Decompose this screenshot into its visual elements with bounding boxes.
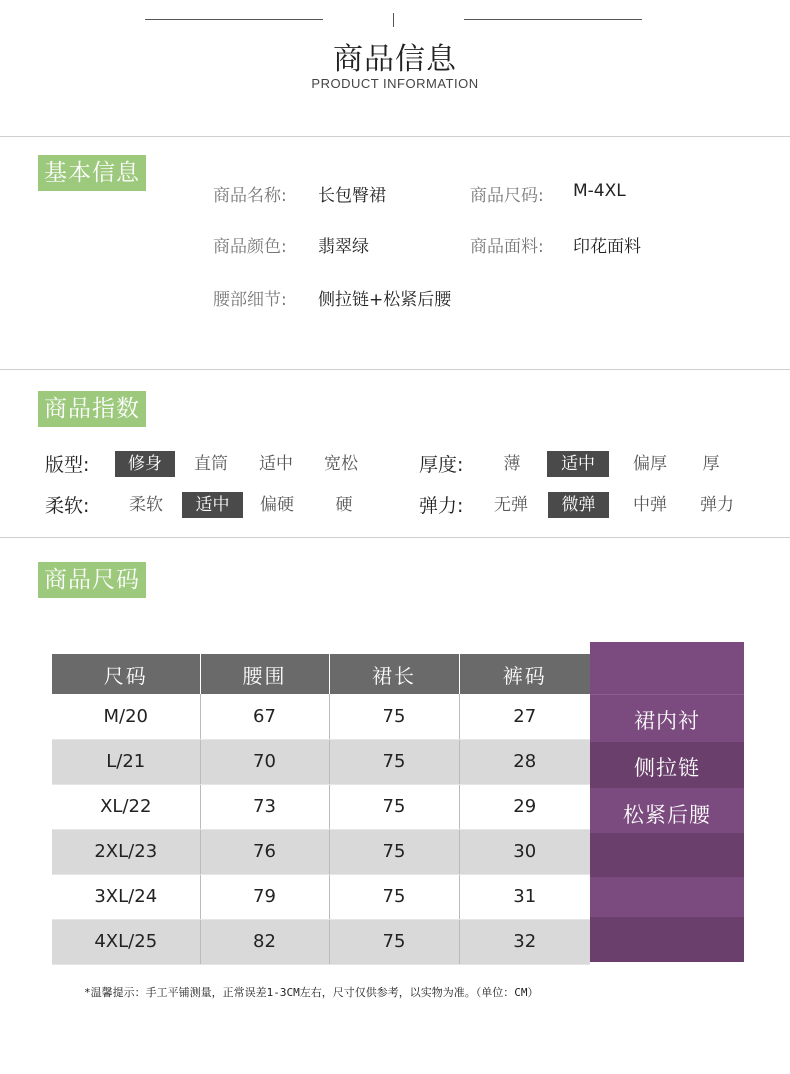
cell-length: 75 [329, 784, 459, 829]
softness-option-medium: 适中 [182, 492, 243, 518]
cell-size: M/20 [52, 694, 200, 739]
purple-band [590, 877, 744, 917]
table-row [52, 784, 590, 829]
cell-size: 3XL/24 [52, 874, 200, 919]
purple-band [590, 833, 744, 877]
fit-option-loose: 宽松 [324, 454, 358, 474]
cell-pants: 30 [459, 829, 590, 874]
elasticity-option-medium: 中弹 [633, 495, 667, 515]
cell-pants: 32 [459, 919, 590, 964]
softness-label: 柔软: [45, 495, 90, 517]
thickness-option-medium: 适中 [547, 451, 609, 477]
cell-pants: 27 [459, 694, 590, 739]
thickness-option-thicker: 偏厚 [633, 454, 667, 474]
cell-waist: 73 [200, 784, 329, 829]
cell-waist: 70 [200, 739, 329, 784]
header-pants-size: 裤码 [459, 654, 590, 694]
size-table [52, 654, 590, 965]
header-size: 尺码 [52, 654, 200, 694]
product-fabric-value: 印花面料 [573, 237, 641, 257]
fit-option-slim: 修身 [115, 451, 175, 477]
header-left-line [145, 19, 323, 20]
purple-band [590, 642, 744, 694]
thickness-option-thick: 厚 [702, 454, 720, 474]
divider-3 [0, 537, 790, 538]
product-name-label: 商品名称: [213, 186, 287, 206]
cell-length: 75 [329, 694, 459, 739]
cell-length: 75 [329, 739, 459, 784]
product-color-value: 翡翠绿 [318, 237, 369, 257]
cell-length: 75 [329, 829, 459, 874]
cell-length: 75 [329, 919, 459, 964]
waist-detail-label: 腰部细节: [213, 290, 287, 310]
cell-waist: 82 [200, 919, 329, 964]
fit-label: 版型: [45, 454, 90, 476]
section-tag-basic-info: 基本信息 [38, 155, 146, 191]
section-tag-index: 商品指数 [38, 391, 146, 427]
size-note: *温馨提示：手工平铺测量，正常误差1-3CM左右，尺寸仅供参考，以实物为准。（单位：CM） [84, 986, 539, 999]
side-notes-column [590, 642, 744, 962]
section-tag-size: 商品尺码 [38, 562, 146, 598]
table-row [52, 919, 590, 964]
thickness-label: 厚度: [419, 454, 464, 476]
waist-detail-value: 侧拉链+松紧后腰 [318, 290, 452, 310]
cell-waist: 79 [200, 874, 329, 919]
cell-size: 2XL/23 [52, 829, 200, 874]
side-note-elastic-waist: 松紧后腰 [623, 803, 711, 827]
divider-1 [0, 136, 790, 137]
elasticity-option-slight: 微弹 [548, 492, 609, 518]
cell-pants: 31 [459, 874, 590, 919]
fit-option-medium: 适中 [259, 454, 293, 474]
elasticity-option-none: 无弹 [494, 495, 528, 515]
product-size-label: 商品尺码: [470, 186, 544, 206]
table-row [52, 874, 590, 919]
product-name-value: 长包臀裙 [318, 186, 386, 206]
product-size-value: M-4XL [573, 181, 626, 201]
cell-waist: 67 [200, 694, 329, 739]
softness-option-stiff: 硬 [335, 495, 353, 515]
size-table-header [52, 654, 590, 694]
divider-2 [0, 369, 790, 370]
header-center-tick [393, 13, 394, 27]
page-title: 商品信息 [333, 42, 457, 77]
table-row [52, 694, 590, 739]
thickness-option-thin: 薄 [503, 454, 521, 474]
table-row [52, 829, 590, 874]
cell-waist: 76 [200, 829, 329, 874]
cell-size: XL/22 [52, 784, 200, 829]
cell-pants: 29 [459, 784, 590, 829]
header-right-line [464, 19, 642, 20]
product-fabric-label: 商品面料: [470, 237, 544, 257]
elasticity-label: 弹力: [419, 495, 464, 517]
header-waist: 腰围 [200, 654, 329, 694]
table-row [52, 739, 590, 784]
header-skirt-length: 裙长 [329, 654, 459, 694]
fit-option-straight: 直筒 [194, 454, 228, 474]
softness-option-stiffish: 偏硬 [260, 495, 294, 515]
cell-size: 4XL/25 [52, 919, 200, 964]
side-note-lining: 裙内衬 [634, 709, 700, 733]
elasticity-option-stretch: 弹力 [700, 495, 734, 515]
side-note-side-zipper: 侧拉链 [634, 756, 700, 780]
cell-pants: 28 [459, 739, 590, 784]
cell-length: 75 [329, 874, 459, 919]
softness-option-soft: 柔软 [129, 495, 163, 515]
product-color-label: 商品颜色: [213, 237, 287, 257]
cell-size: L/21 [52, 739, 200, 784]
page-subtitle: PRODUCT INFORMATION [311, 76, 479, 91]
purple-band [590, 917, 744, 962]
